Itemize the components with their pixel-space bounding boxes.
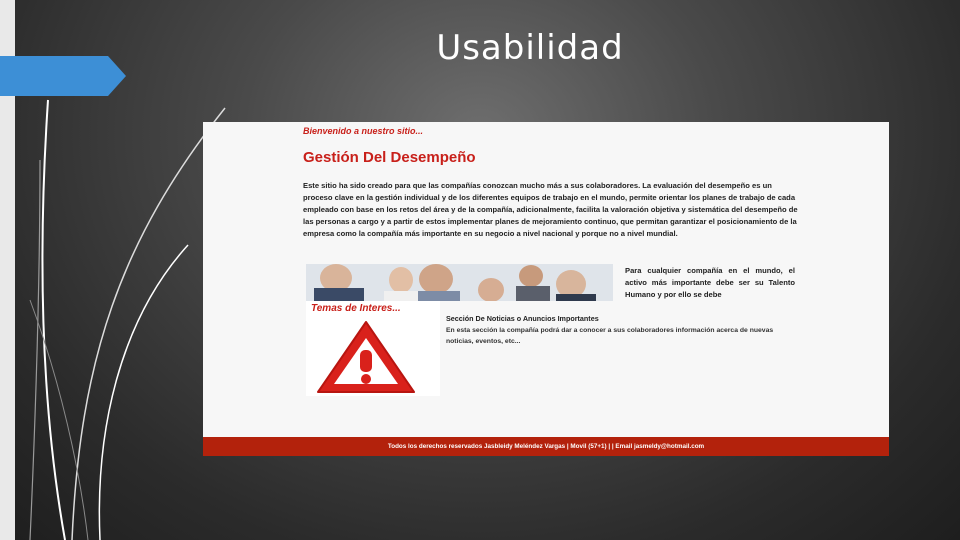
welcome-text: Bienvenido a nuestro sitio... (303, 126, 424, 136)
warning-icon (314, 318, 418, 396)
topics-title: Temas de Interes... (311, 303, 401, 314)
accent-arrow (0, 56, 126, 96)
talent-note: Para cualquier compañía en el mundo, el activo más importante debe ser su Talento Humano y por ello se debe (625, 266, 795, 299)
topics-panel (306, 301, 440, 396)
news-section-text: En esta sección la compañía podrá dar a conocer a sus colaboradores información acerca de nuevas noticias, eventos, etc... (446, 327, 774, 345)
page-heading: Gestión Del Desempeño (303, 149, 476, 166)
slide-title: Usabilidad (436, 28, 624, 68)
website-screenshot (203, 122, 889, 456)
team-photo (306, 264, 613, 301)
site-footer: Todos los derechos reservados Jasbleidy Meléndez Vargas | Movil (57+1) | | Email jasmeldy@hotmail.com (203, 437, 889, 456)
intro-paragraph: Este sitio ha sido creado para que las compañías conozcan mucho más a sus colaboradores. La evaluación del desempeño es un proceso clave en la gestión individual y de los diferentes equipos de trabajo en el mundo, permite orientar los planes de trabajo de cada empleado con base en los retos del área y de la compañía, adicionalmente, facilita la valoración objetiva y sistemática del desempeño de las personas a cargo y a partir de estos implementar planes de mejoramiento continuo, que permitan garantizar el posicionamiento de la empresa como la compañía más importante en su negocio a nivel nacional y porque no a nivel mundial. (303, 181, 798, 238)
news-section-title: Sección De Noticias o Anuncios Importantes (446, 314, 599, 323)
